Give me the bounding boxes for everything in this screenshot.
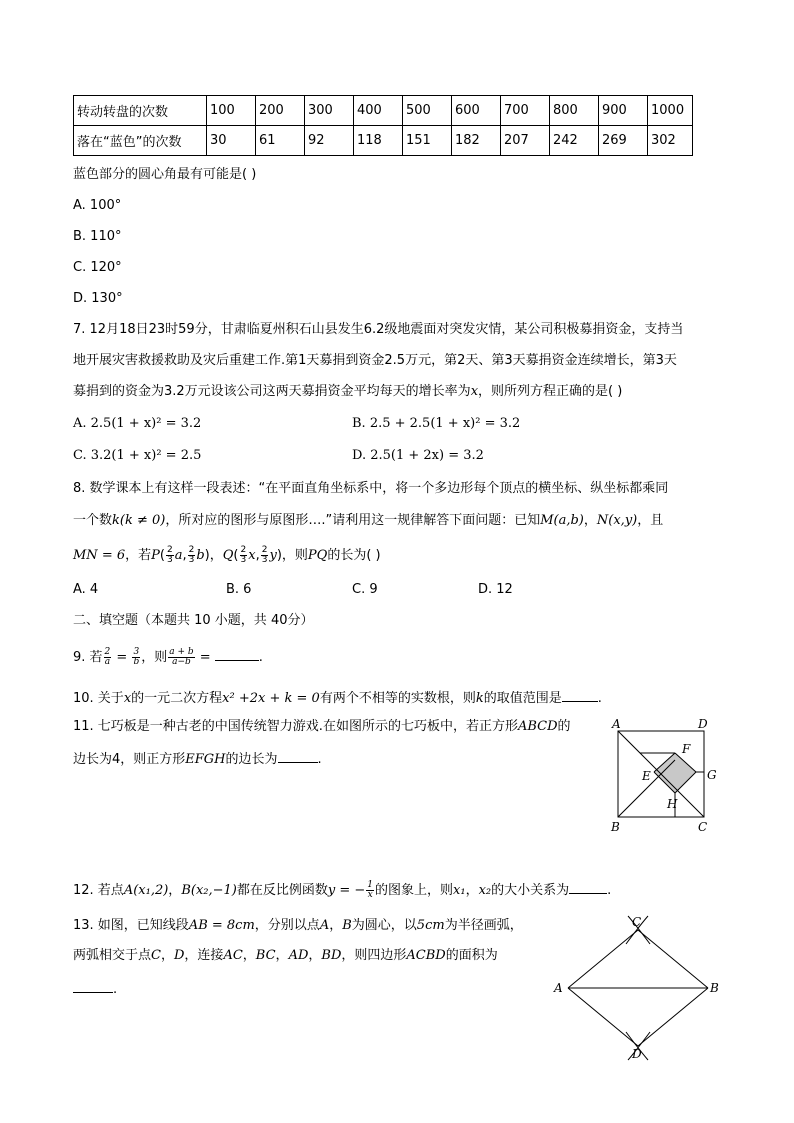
- segment-ac: [568, 930, 638, 988]
- q9: 9. 若 $\frac{2}{a}$ = $\frac{3}{b}$ ，则 $\frac{a + b}{a-b}$ = .: [73, 647, 263, 667]
- label-b: B: [611, 820, 620, 834]
- q11-line-2: 边长为4，则正方形EFGH的边长为 .: [73, 752, 322, 767]
- table-cell: 61: [256, 126, 305, 156]
- q7-line-2: 地开展灾害救援救助及灾后重建工作.第1天募捐到资金2.5万元，第2天、第3天募捐资金连续增长，第3天: [73, 353, 677, 368]
- q6-option-a: A. 100°: [73, 198, 122, 213]
- q7-line-1: 7. 12月18日23时59分，甘肃临夏州积石山县发生6.2级地震面对突发灾情，某公司积极募捐资金，支持当: [73, 322, 684, 337]
- q8-line-2: 一个数k(k ≠ 0)，所对应的图形与原图形….”请利用这一规律解答下面问题：已知M(a,b)，N(x,y)，且: [73, 513, 664, 528]
- fraction: $\frac{a + b}{a-b}$: [169, 647, 194, 667]
- q8-line-3: MN = 6，若P( $\frac{2}{3}$ a, $\frac{2}{3}$ b)，Q( $\frac{2}{3}$ x, $\frac{2}{3}$ y)，则PQ的长为( ): [73, 545, 381, 565]
- q8-point-n: N(x,y): [596, 513, 638, 528]
- frequency-table: [73, 95, 693, 156]
- answer-blank[interactable]: [278, 750, 318, 763]
- q8-line-3-d: 的长为( ): [327, 548, 381, 563]
- label-d: D: [698, 717, 708, 731]
- q7-variable: x: [470, 384, 479, 399]
- label-e: E: [642, 769, 651, 783]
- label-f: F: [682, 742, 691, 756]
- table-cell: 242: [550, 126, 599, 156]
- q7-line-3-text: 募捐到的资金为3.2万元设该公司这两天募捐资金平均每天的增长率为: [73, 384, 471, 399]
- q8-mn-length: MN = 6: [73, 548, 126, 563]
- table-cell: 207: [501, 126, 550, 156]
- q7-option-a: A. 2.5(1 + x)² = 3.2: [73, 416, 202, 431]
- fraction: $\frac{2}{3}$: [261, 545, 268, 565]
- label-b: B: [710, 981, 719, 995]
- q7-option-c: C. 3.2(1 + x)² = 2.5: [73, 448, 202, 463]
- q8-k-expression: k(k ≠ 0): [112, 513, 166, 528]
- label-d: D: [632, 1047, 642, 1061]
- fraction: $\frac{1}{x}$: [367, 880, 374, 900]
- table-cell: 500: [403, 96, 452, 126]
- table-cell: 182: [452, 126, 501, 156]
- table-cell: 400: [354, 96, 403, 126]
- q12: 12. 若点A(x₁,2)，B(x₂,−1)都在反比例函数y = − $\frac{1}{x}$ 的图象上，则x₁，x₂的大小关系为 .: [73, 880, 612, 900]
- q8-line-1: 8. 数学课本上有这样一段表述：“在平面直角坐标系中，将一个多边形每个顶点的横坐标、纵坐标都乘同: [73, 481, 669, 496]
- table-cell: 300: [305, 96, 354, 126]
- q7-option-d: D. 2.5(1 + 2x) = 3.2: [352, 448, 484, 463]
- segment-bd: [638, 988, 708, 1046]
- q6-option-d: D. 130°: [73, 291, 123, 306]
- q8-option-c: C. 9: [352, 582, 378, 597]
- table-cell: 151: [403, 126, 452, 156]
- table-row: [74, 126, 693, 156]
- fraction: $\frac{2}{3}$: [240, 545, 247, 565]
- q10: 10. 关于x的一元二次方程x² +2x + k = 0有两个不相等的实数根，则k的取值范围是 .: [73, 691, 602, 706]
- table-cell: 30: [207, 126, 256, 156]
- q8-point-m: M(a,b): [540, 513, 584, 528]
- section-heading: 二、填空题（本题共 10 小题，共 40分）: [73, 613, 314, 628]
- table-cell: 302: [648, 126, 693, 156]
- label-g: G: [707, 768, 717, 782]
- table-cell: 600: [452, 96, 501, 126]
- q7-option-b: B. 2.5 + 2.5(1 + x)² = 3.2: [352, 416, 521, 431]
- q8-point-q: Q: [222, 548, 234, 563]
- q8-option-b: B. 6: [226, 582, 252, 597]
- table-cell: 100: [207, 96, 256, 126]
- q9-prefix: 9. 若: [73, 650, 103, 665]
- label-a: A: [612, 717, 621, 731]
- q11-line-1: 11. 七巧板是一种古老的中国传统智力游戏.在如图所示的七巧板中，若正方形ABCD的: [73, 719, 571, 734]
- q8-line-2-c: ，且: [637, 513, 664, 528]
- table-header-cell: 转动转盘的次数: [74, 96, 207, 126]
- label-h: H: [667, 797, 678, 811]
- label-c: C: [698, 820, 708, 834]
- q13-line-2: 两弧相交于点C，D，连接AC，BC，AD，BD，则四边形ACBD的面积为: [73, 948, 498, 963]
- table-cell: 92: [305, 126, 354, 156]
- fraction: $\frac{3}{b}$: [133, 647, 140, 667]
- table-cell: 700: [501, 96, 550, 126]
- fraction: $\frac{2}{a}$: [104, 647, 111, 667]
- q8-line-2-b: ，所对应的图形与原图形….”请利用这一规律解答下面问题：已知: [165, 513, 541, 528]
- fraction: $\frac{2}{3}$: [188, 545, 195, 565]
- table-cell: 800: [550, 96, 599, 126]
- q6-option-c: C. 120°: [73, 260, 122, 275]
- label-c: C: [632, 915, 642, 929]
- q7-line-3-end: ，则所列方程正确的是( ): [478, 384, 623, 399]
- segment-bc: [638, 930, 708, 988]
- q8-line-3-c: ，则: [281, 548, 308, 563]
- q8-line-2-a: 一个数: [73, 513, 113, 528]
- q13-line-1: 13. 如图，已知线段AB = 8cm，分别以点A，B为圆心，以5cm为半径画弧，: [73, 918, 523, 933]
- answer-blank[interactable]: [215, 648, 259, 661]
- answer-blank[interactable]: [562, 689, 598, 702]
- table-cell: 900: [599, 96, 648, 126]
- table-cell: 200: [256, 96, 305, 126]
- q8-line-3-b: ，若: [125, 548, 152, 563]
- table-cell: 269: [599, 126, 648, 156]
- q8-pq: PQ: [307, 548, 328, 563]
- tangram-figure: [608, 714, 728, 836]
- q7-line-3: [73, 384, 622, 400]
- segment-ad: [568, 988, 638, 1046]
- q10-equation: x² +2x + k = 0: [222, 691, 320, 706]
- answer-blank[interactable]: [73, 980, 113, 993]
- arcs-figure: [548, 910, 728, 1062]
- answer-blank[interactable]: [569, 881, 607, 894]
- q8-option-a: A. 4: [73, 582, 99, 597]
- fraction: $\frac{2}{3}$: [166, 545, 173, 565]
- q13-line-3: .: [73, 980, 117, 998]
- table-header-cell: 落在“蓝色”的次数: [74, 126, 207, 156]
- label-a: A: [554, 981, 563, 995]
- q6-stem: 蓝色部分的圆心角最有可能是( ): [73, 167, 257, 182]
- q8-point-p: P: [151, 548, 160, 563]
- q6-option-b: B. 110°: [73, 229, 122, 244]
- q8-option-d: D. 12: [478, 582, 513, 597]
- table-row: [74, 96, 693, 126]
- table-cell: 1000: [648, 96, 693, 126]
- table-cell: 118: [354, 126, 403, 156]
